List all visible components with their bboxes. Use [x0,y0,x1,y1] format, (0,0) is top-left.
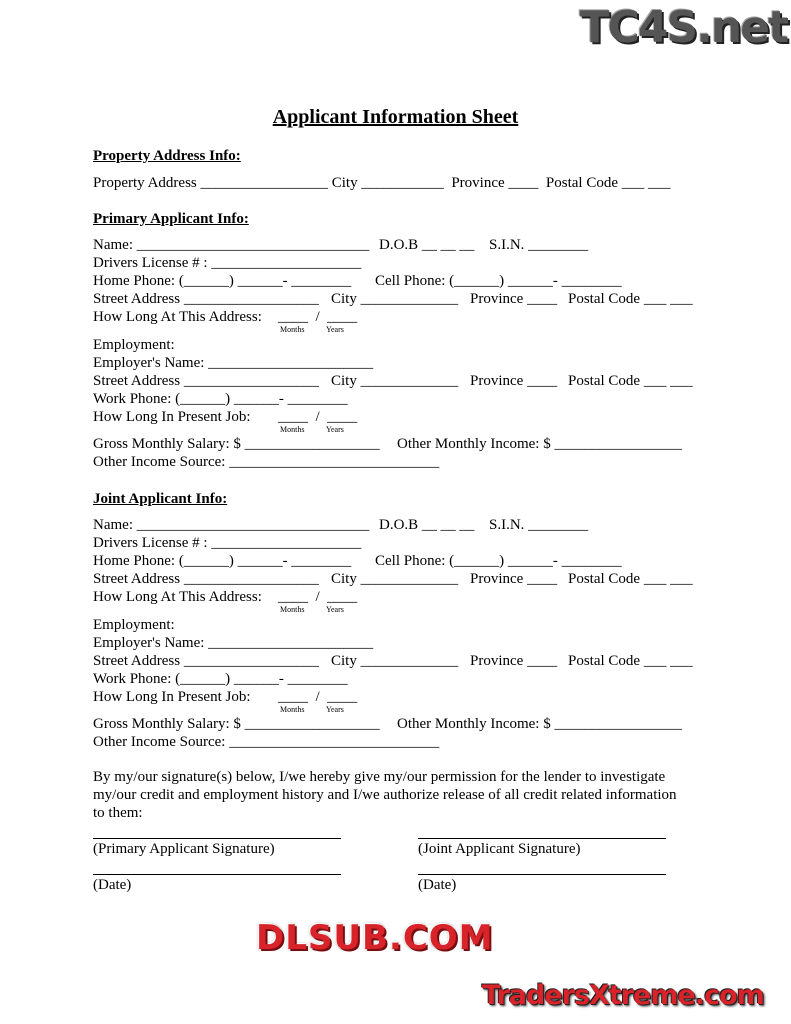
joint-time-at-address-field: How Long At This Address: [93,589,262,605]
joint-street-address-field[interactable]: Province ____ [470,571,558,587]
primary-months-label: Months [280,425,305,434]
consent-line-2: my/our credit and employment history and I/we authorize release of all credit related information [93,787,677,803]
primary-years-label: Years [326,425,344,434]
joint-work-phone-field[interactable]: Work Phone: (______) ______- ________ [93,671,348,687]
primary-date-label: (Date) [93,877,132,893]
primary-drivers-license-field[interactable]: Drivers License # : ____________________ [93,255,362,271]
primary-phone-field[interactable]: Cell Phone: (______) ______- ________ [375,273,622,289]
joint-employer-address-field[interactable]: Street Address __________________ [93,653,319,669]
joint-street-address-field[interactable]: City _____________ [331,571,459,587]
tradersxtreme-watermark-logo: TradersXtreme.com [482,980,764,1011]
joint-name-field[interactable]: D.O.B __ __ __ [379,517,475,533]
page-title: Applicant Information Sheet [272,106,519,128]
joint-name-field[interactable]: S.I.N. ________ [489,517,589,533]
tc4s-watermark-logo: TC4S.net [579,2,787,53]
primary-time-at-address-field[interactable]: ____ / ____ [278,309,358,325]
joint-income-field[interactable]: Other Monthly Income: $ _________________ [397,716,682,732]
primary-time-in-job-field[interactable]: ____ / ____ [278,409,358,425]
joint-years-label: Years [326,705,344,714]
joint-employer-name-field[interactable]: Employer's Name: ______________________ [93,635,374,651]
joint-phone-field[interactable]: Home Phone: (______) ______- ________ [93,553,352,569]
joint-name-field[interactable]: Name: _______________________________ [93,517,370,533]
primary-employer-address-field[interactable]: Street Address __________________ [93,373,319,389]
primary-signature-label: (Primary Applicant Signature) [93,841,275,857]
joint-time-in-job-field[interactable]: ____ / ____ [278,689,358,705]
joint-months-label: Months [280,605,305,614]
primary-other-income-source-field[interactable]: Other Income Source: ____________________________ [93,454,440,470]
primary-applicant-heading: Primary Applicant Info: [93,211,249,227]
joint-years-label: Years [326,605,344,614]
joint-time-at-address-field[interactable]: ____ / ____ [278,589,358,605]
joint-other-income-source-field[interactable]: Other Income Source: ____________________________ [93,734,440,750]
property-address-line[interactable]: Property Address _________________ City ___________ Province ____ Postal Code ___ ___ [93,175,671,191]
primary-income-field[interactable]: Other Monthly Income: $ _________________ [397,436,682,452]
primary-income-field[interactable]: Gross Monthly Salary: $ __________________ [93,436,380,452]
primary-street-address-field[interactable]: Street Address __________________ [93,291,319,307]
joint-employment-label-field: Employment: [93,617,175,633]
primary-years-label: Years [326,325,344,334]
joint-months-label: Months [280,705,305,714]
joint-date-line[interactable] [418,874,666,875]
dlsub-watermark-logo: DLSUB.COM [256,918,494,958]
consent-line-1: By my/our signature(s) below, I/we hereby give my/our permission for the lender to investigate [93,769,666,785]
primary-work-phone-field[interactable]: Work Phone: (______) ______- ________ [93,391,348,407]
joint-signature-label: (Joint Applicant Signature) [418,841,581,857]
primary-name-field[interactable]: Name: _______________________________ [93,237,370,253]
joint-income-field[interactable]: Gross Monthly Salary: $ __________________ [93,716,380,732]
primary-phone-field[interactable]: Home Phone: (______) ______- ________ [93,273,352,289]
primary-employer-name-field[interactable]: Employer's Name: ______________________ [93,355,374,371]
primary-street-address-field[interactable]: Province ____ [470,291,558,307]
consent-line-3: to them: [93,805,143,821]
joint-street-address-field[interactable]: Postal Code ___ ___ [568,571,693,587]
joint-phone-field[interactable]: Cell Phone: (______) ______- ________ [375,553,622,569]
joint-employer-address-field[interactable]: City _____________ [331,653,459,669]
joint-time-in-job-field: How Long In Present Job: [93,689,251,705]
joint-drivers-license-field[interactable]: Drivers License # : ____________________ [93,535,362,551]
joint-date-label: (Date) [418,877,457,893]
primary-time-at-address-field: How Long At This Address: [93,309,262,325]
primary-employer-address-field[interactable]: City _____________ [331,373,459,389]
primary-employment-label-field: Employment: [93,337,175,353]
joint-applicant-heading: Joint Applicant Info: [93,491,228,507]
joint-employer-address-field[interactable]: Province ____ [470,653,558,669]
primary-signature-line[interactable] [93,838,341,839]
primary-date-line[interactable] [93,874,341,875]
joint-street-address-field[interactable]: Street Address __________________ [93,571,319,587]
joint-signature-line[interactable] [418,838,666,839]
joint-employer-address-field[interactable]: Postal Code ___ ___ [568,653,693,669]
primary-street-address-field[interactable]: Postal Code ___ ___ [568,291,693,307]
primary-name-field[interactable]: S.I.N. ________ [489,237,589,253]
primary-street-address-field[interactable]: City _____________ [331,291,459,307]
primary-employer-address-field[interactable]: Province ____ [470,373,558,389]
primary-employer-address-field[interactable]: Postal Code ___ ___ [568,373,693,389]
primary-name-field[interactable]: D.O.B __ __ __ [379,237,475,253]
primary-time-in-job-field: How Long In Present Job: [93,409,251,425]
property-heading: Property Address Info: [93,148,241,164]
primary-months-label: Months [280,325,305,334]
